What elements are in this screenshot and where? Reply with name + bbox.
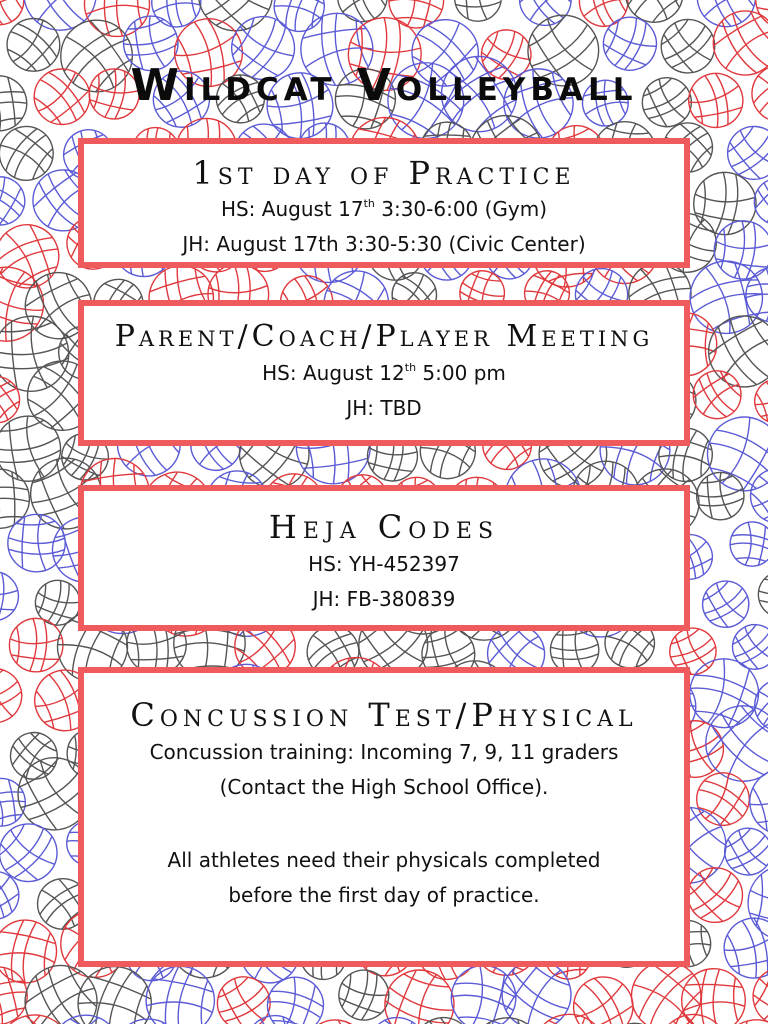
physical-line-1: All athletes need their physicals completed — [167, 848, 601, 872]
meeting-heading: Parent/Coach/Player Meeting — [114, 319, 654, 354]
volleyball-icon — [141, 961, 219, 1024]
practice-hs-date: HS: August 17 — [220, 197, 364, 221]
volleyball-icon — [695, 405, 768, 503]
volleyball-icon — [711, 218, 768, 282]
volleyball-icon — [684, 361, 751, 428]
meeting-hs-date: HS: August 12 — [262, 361, 405, 385]
volleyball-icon — [694, 572, 758, 636]
practice-hs-time: 3:30-6:00 (Gym) — [374, 197, 548, 221]
volleyball-icon — [385, 0, 447, 31]
volleyball-icon — [0, 116, 64, 191]
heja-jh-code: JH: FB-380839 — [312, 587, 456, 611]
volleyball-icon — [333, 964, 395, 1024]
meeting-hs-line — [84, 356, 684, 391]
volleyball-icon — [7, 514, 65, 572]
volleyball-icon — [742, 761, 768, 842]
volleyball-icon — [743, 957, 768, 1024]
practice-hs-ordinal: th — [363, 197, 375, 210]
practice-card — [78, 138, 690, 268]
heja-heading: Heja Codes — [268, 508, 500, 546]
volleyball-icon — [0, 774, 30, 831]
volleyball-icon — [723, 616, 768, 679]
volleyball-icon — [241, 1010, 308, 1024]
practice-heading: 1st day of Practice — [192, 154, 576, 192]
volleyball-icon — [757, 570, 768, 618]
volleyball-icon — [0, 660, 30, 731]
volleyball-icon — [573, 0, 634, 33]
volleyball-icon — [10, 0, 110, 44]
volleyball-icon — [99, 1005, 197, 1024]
concussion-heading: Concussion Test/Physical — [130, 696, 638, 734]
volleyball-icon — [509, 0, 581, 36]
volleyball-icon — [178, 1020, 241, 1024]
meeting-hs-time: 5:00 pm — [416, 361, 506, 385]
heja-hs-code: HS: YH-452397 — [308, 552, 460, 576]
meeting-jh-line: JH: TBD — [346, 396, 422, 420]
volleyball-icon — [681, 650, 767, 736]
volleyball-icon — [687, 763, 759, 835]
volleyball-icon — [728, 519, 768, 568]
volleyball-icon — [1, 723, 66, 788]
concussion-line-2: (Contact the High School Office). — [219, 775, 549, 799]
volleyball-icon — [717, 911, 768, 984]
physical-line-2: before the first day of practice. — [228, 883, 540, 907]
concussion-card — [78, 667, 690, 967]
volleyball-icon — [0, 959, 35, 1024]
volleyball-icon — [647, 1003, 740, 1024]
volleyball-icon — [9, 617, 64, 672]
practice-hs-line — [84, 192, 684, 227]
concussion-line-1: Concussion training: Incoming 7, 9, 11 graders — [149, 740, 619, 764]
concussion-spacer — [84, 805, 684, 843]
volleyball-icon — [69, 958, 160, 1024]
meeting-card — [78, 300, 690, 446]
practice-jh-line: JH: August 17th 3:30-5:30 (Civic Center) — [182, 232, 586, 256]
volleyball-icon — [0, 258, 53, 351]
volleyball-icon — [0, 466, 32, 531]
volleyball-icon — [0, 570, 20, 622]
volleyball-icon — [183, 0, 288, 46]
meeting-hs-ordinal: th — [404, 361, 417, 374]
heja-codes-card — [78, 485, 690, 631]
page-title: Wildcat Volleyball — [130, 60, 638, 111]
volleyball-icon — [453, 0, 503, 23]
volleyball-icon — [446, 960, 522, 1024]
volleyball-icon — [150, 0, 203, 29]
